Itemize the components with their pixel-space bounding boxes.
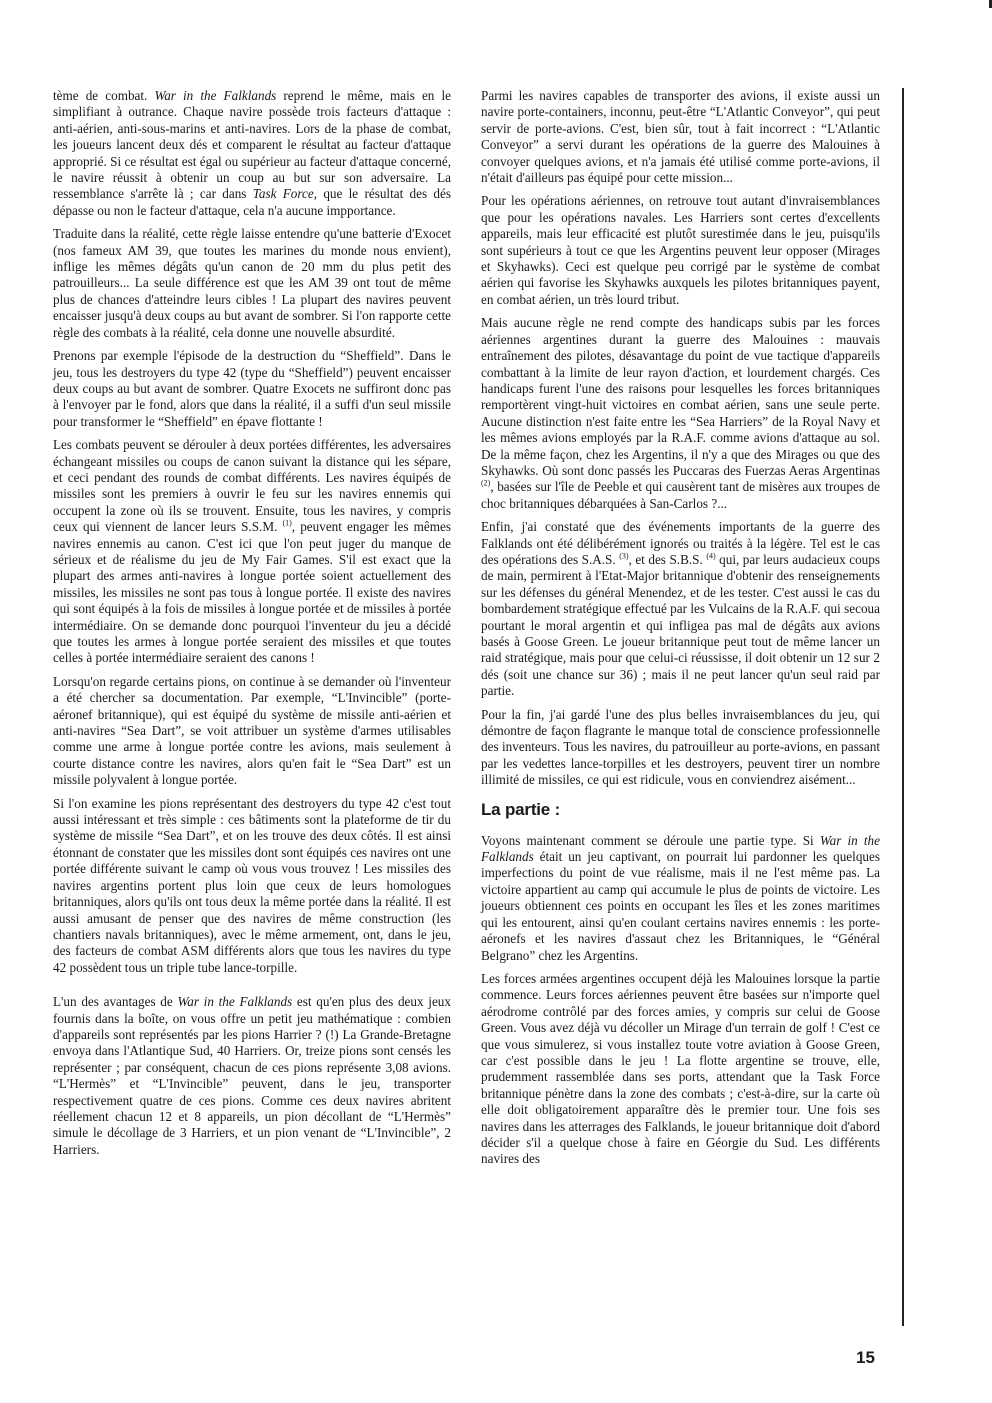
- paragraph: Mais aucune règle ne rend compte des handicaps subis par les forces aériennes argentines durant la guerre des Malouines : mauvais entraînement des pilotes, désavantage du point de vue tactique d'appareils combattant à la limite de leur rayon d'action, et lourdement chargés. Ces handicaps furent l'une des raisons pour lesquelles les forces britanniques remportèrent vingt-huit victoires en combat aérien, sans une seule perte. Aucune distinction n'est faite entre les “Sea Harriers” de la Royal Navy et les mêmes avions employés par la R.A.F. comme avions d'attaque au sol. De la même façon, chez les Argentins, il n'y a que des Mirages ou que des Skyhawks. Où sont donc passés les Puccaras des Fuerzas Aeras Argentinas $^{(2)}$, basées sur l'île de Peeble et qui causèrent tant de misères aux troupes de choc britanniques débarquées à San-Carlos ?...: [481, 315, 880, 511]
- paragraph: Parmi les navires capables de transporter des avions, il existe aussi un navire porte-containers, inconnu, peut-être “L'Atlantic Conveyor”, qui peut servir de porte-avions. C'est, bien sûr, tout à fait incorrect : “L'Atlantic Conveyor” a servi durant les opérations de la guerre des Malouines à convoyer quelques avions, et n'a jamais été utilisé comme porte-avions, il n'était d'ailleurs pas équipé pour cette mission...: [481, 88, 880, 186]
- game-title: War in the Falklands: [154, 88, 277, 103]
- footnote-ref: (4): [706, 551, 716, 561]
- paragraph: Voyons maintenant comment se déroule une partie type. Si War in the Falklands était un jeu captivant, on pourrait lui pardonner les quelques imperfections du point de vue réalisme, mais il ne l'est même pas. La victoire appartient au camp qui accumule le plus de points de victoire. Les joueurs obtiennent ces points en occupant les îles et les zones maritimes qui les entourent, ainsi qu'en coulant certains navires ennemis : les porte-aéronefs et les navires d'assaut chez les Britanniques, le “Général Belgrano” chez les Argentins.: [481, 832, 880, 963]
- game-title: War in the Falklands: [481, 832, 880, 865]
- paragraph: Enfin, j'ai constaté que des événements importants de la guerre des Falklands ont été délibérément ignorés ou traités à la légère. Tel est le cas des opérations des S.A.S. $^{(3)}$, et des S.B.S. $^{(4)}$ qui, par leurs audacieux coups de main, permirent à l'Etat-Major britannique d'obtenir des renseignements sur les défenses du général Menendez, et de les tester. C'est aussi le cas du bombardement stratégique effectué par les Vulcains de la R.A.F. qui secoua pourtant le moral argentin et qui infligea pas mal de dégâts aux avions basés à Goose Green. Le joueur britannique peut tout de même lancer un raid stratégique, mais pour que celui-ci réussisse, il doit obtenir un 12 sur 2 dés (soit une chance sur 36) ; mais il ne peut lancer qu'un seul raid par partie.: [481, 519, 881, 699]
- paragraph: Si l'on examine les pions représentant des destroyers du type 42 c'est tout aussi intéressant et très simple : ces bâtiments sont la plateforme de tir du système de missile “Sea Dart”, et on les trouve des deux côtés. Il est ainsi étonnant de constater que les missiles dont sont équipés ces navires ont une portée différente suivant le camp où vous vous trouvez ! Les missiles des navires argentins portent plus loin que ceux de leurs homologues britanniques, alors qu'ils ont tous deux la même portée dans la réalité. Il est aussi amusant de penser que des navires de même construction (les chantiers navals britanniques), avec le même armement, ont, dans le jeu, des facteurs de combat ASM différents alors que tous les navires du type 42 possèdent tous un triple tube lance-torpille.: [53, 795, 451, 975]
- footnote-ref: (1): [282, 518, 292, 528]
- paragraph: Prenons par exemple l'épisode de la destruction du “Sheffield”. Dans le jeu, tous les destroyers du type 42 (type du “Sheffield”) peuvent encaisser deux coups au but avant de sombrer. Quatre Exocets ne suffiront donc pas à l'envoyer par le fond, alors que dans la réalité, il a suffi d'un seul missile pour transformer le “Sheffield” en épave flottante !: [53, 348, 451, 429]
- column-rule: [902, 88, 904, 1326]
- paragraph: Pour les opérations aériennes, on retrouve tout autant d'invraisemblances que pour les opérations navales. Les Harriers sont certes d'excellents appareils, mais leur efficacité est plutôt surestimée dans le jeu, puisqu'ils sont supérieurs à tout ce que les Argentins peuvent leur opposer (Mirages et Skyhawks). Ceci est quelque peu corrigé par le système de combat aérien qui favorise les Skyhawks auxquels les pilotes britanniques payent, en combat aérien, un très lourd tribut.: [481, 193, 880, 307]
- paragraph: Les combats peuvent se dérouler à deux portées différentes, les adversaires échangeant missiles ou coups de canon suivant la distance qui les sépare, et ceci pendant des rounds de combat différents. Les navires équipés de missiles sont les premiers à ouvrir le feu sur les navires ennemis qui occupent la zone où ils se trouvent. Ensuite, tous les navires, y compris ceux qui viennent de lancer leurs S.S.M. $^{(1)}$, peuvent engager les mêmes navires ennemis au canon. C'est ici que l'on peut juger du manque de sérieux et de réalisme du jeu de My Fair Games. S'il est exact que la plupart des armes anti-navires à longue portée soient actuellement des missiles, les missiles ne sont pas tous à longue portée. Il existe des navires qui sont équipés à la fois de missiles à longue portée et de missiles à portée intermédiaire. On se demande donc pourquoi l'inventeur du jeu a décidé que toutes les armes à longue portée seraient des missiles et que toutes celles à portée intermédiaire seraient des canons !: [53, 437, 451, 666]
- paragraph: Traduite dans la réalité, cette règle laisse entendre qu'une batterie d'Exocet (nos fameux AM 39, que toutes les marines du monde nous envient), inflige les mêmes dégâts qu'un canon de 20 mm du plus petit des patrouilleurs... La seule différence est que les AM 39 ont tout de même plus de chances d'atteindre leurs cibles ! La plupart des navires peuvent encaisser jusqu'à deux coups au but avant de sombrer. Si l'on rapporte cette règle des combats à la réalité, cela donne une nouvelle absurdité.: [53, 226, 451, 340]
- right-column: [481, 88, 880, 1175]
- paragraph: Lorsqu'on regarde certains pions, on continue à se demander où l'inventeur a été chercher sa documentation. Par exemple, “L'Invincible” (porte-aéronef britannique), qui est équipé du système de missile anti-aérien et anti-navires “Sea Dart”, se voit attribuer un système d'armes utilisables comme une arme à longue portée contre les avions, mais seulement à courte distance contre les navires, alors qu'en fait le “Sea Dart” est un missile polyvalent à longue portée.: [53, 673, 451, 788]
- game-title: War in the Falklands: [177, 994, 293, 1010]
- left-column: [53, 88, 451, 1165]
- game-title: Task Force,: [252, 186, 318, 202]
- section-heading: La partie :: [481, 799, 561, 819]
- paragraph: tème de combat. War in the Falklands reprend le même, mais en le simplifiant à outrance. Chaque navire possède trois facteurs d'attaque : anti-aérien, anti-sous-marins et anti-navires. Lors de la phase de combat, les joueurs lancent deux dés et comparent le résultat au facteur d'attaque approprié. Si ce résultat est égal ou supérieur au facteur d'attaque concerné, le navire réussit à obtenir un coup au but sur son adversaire. La ressemblance s'arrête là ; car dans Task Force, que le résultat des dés dépasse ou non le facteur d'attaque, cela n'a aucune impportance.: [53, 88, 452, 218]
- footnote-ref: (3): [619, 551, 629, 561]
- footnote-ref: (2): [481, 478, 491, 488]
- paragraph: L'un des avantages de War in the Falklands est qu'en plus des deux jeux fournis dans la boîte, on vous offre un petit jeu mathématique : combien d'appareils sont représentés par les pions Harrier ? (!) La Grande-Bretagne envoya dans l'Atlantique Sud, 40 Harriers. Or, treize pions sont censés les représenter ; par conséquent, chacun de ces pions représente 3,08 avions. “L'Hermès” et “L'Invincible” peuvent, dans le jeu, transporter respectivement quatre de ces pions. Comme ces deux navires abritent réellement chacun 12 et 8 appareils, un pion décollant de “L'Hermès” simule le décollage de 3 Harriers, et un pion venant de “L'Invincible”, 2 Harriers.: [53, 994, 451, 1157]
- page-number: 15: [856, 1348, 875, 1367]
- paragraph: Pour la fin, j'ai gardé l'une des plus belles invraisemblances du jeu, qui démontre de façon flagrante le manque total de conscience professionnelle des inventeurs. Tous les navires, du patrouilleur au porte-avions, en passant par les vedettes lance-torpilles et les destroyers, peuvent tirer un nombre illimité de missiles, ce qui est ridicule, vous en conviendrez aisément...: [481, 706, 880, 788]
- paragraph: Les forces armées argentines occupent déjà les Malouines lorsque la partie commence. Leurs forces aériennes peuvent être basées sur n'importe quel aérodrome contrôlé par des forces amies, y compris sur celui de Goose Green. Vous avez déjà vu décoller un Mirage d'un terrain de golf ! C'est ce que vous simulerez, si vous installez toute votre aviation à Goose Green, car c'est possible dans le jeu ! La flotte argentine se trouve, elle, prudemment rassemblée dans ses ports, attendant que la Task Force britannique pénètre dans la zone des combats ; c'est-à-dire, sur la carte où elle doit obligatoirement apparaître dès le premier tour. Une fois ses navires dans les atterrages des Falklands, le joueur britannique doit d'abord décider s'il a quelque chose à faire en Géorgie du Sud. Les différents navires des: [481, 970, 880, 1167]
